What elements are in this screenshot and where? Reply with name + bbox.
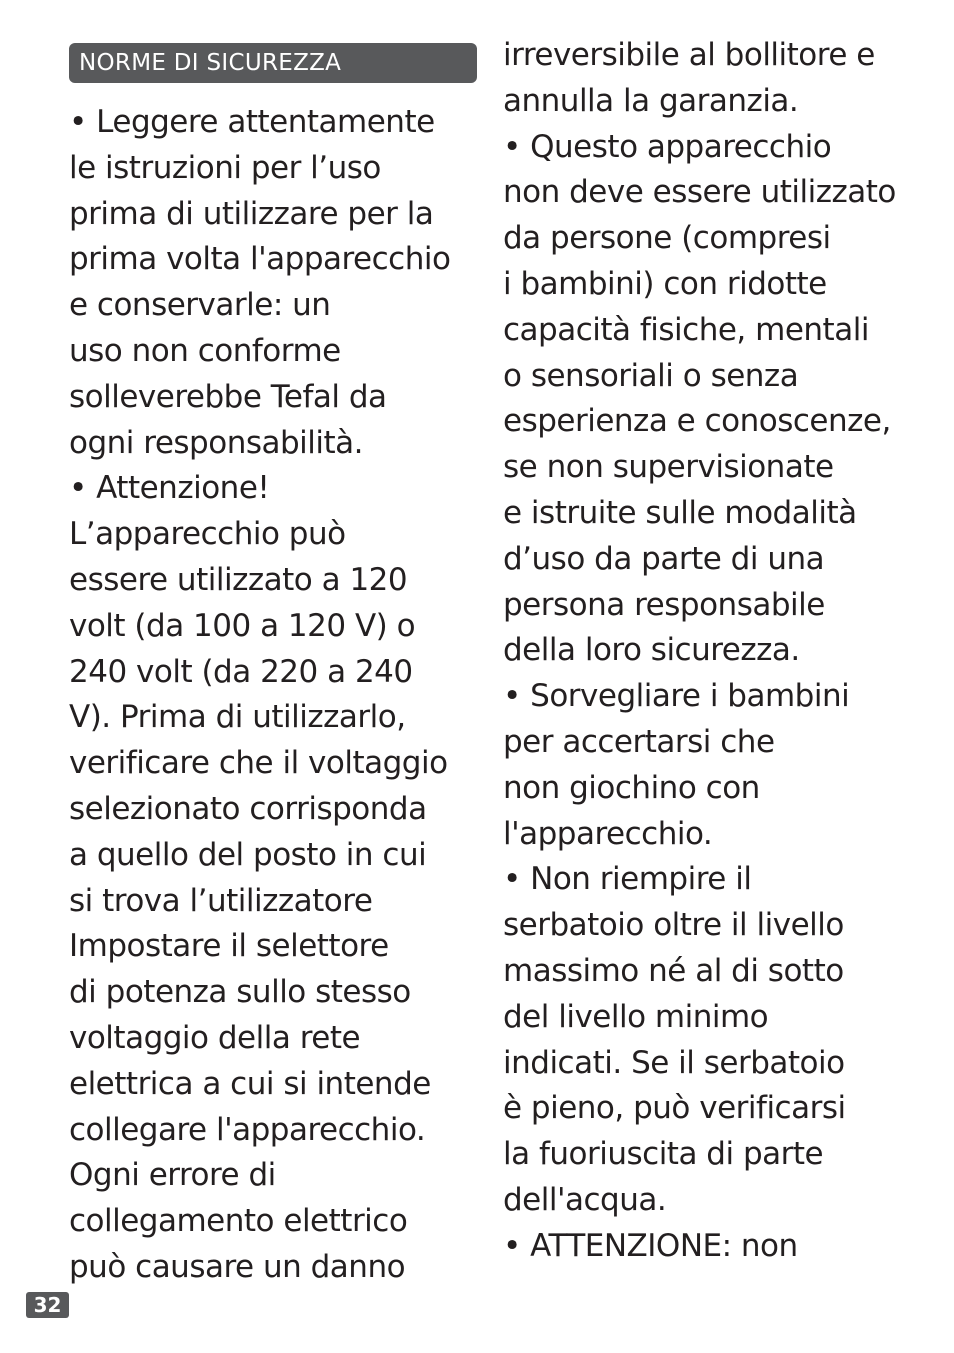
text-line: • Leggere attentamente <box>69 104 435 140</box>
text-line: a quello del posto in cui <box>69 836 427 873</box>
text-line: voltaggio della rete <box>69 1019 361 1056</box>
text-line: uso non conforme <box>69 332 341 369</box>
text-line: • ATTENZIONE: non <box>503 1227 798 1264</box>
text-line: e conservarle: un <box>69 287 331 324</box>
text-line: serbatoio oltre il livello <box>503 907 844 944</box>
text-line: da persone (compresi <box>503 220 831 257</box>
text-line: Ogni errore di <box>69 1157 276 1194</box>
text-line: per accertarsi che <box>503 723 775 760</box>
text-line: del livello minimo <box>503 998 769 1035</box>
text-line: le istruzioni per l’uso <box>69 149 381 186</box>
text-line: esperienza e conoscenze, <box>503 403 891 440</box>
text-line: persona responsabile <box>503 586 825 623</box>
text-line: prima volta l'apparecchio <box>69 241 451 278</box>
text-line: 240 volt (da 220 a 240 <box>69 653 413 690</box>
text-line: si trova l’utilizzatore <box>69 882 373 919</box>
text-line: l'apparecchio. <box>503 815 713 852</box>
section-header-bar <box>69 43 477 83</box>
text-line: è pieno, può verificarsi <box>503 1090 846 1127</box>
section-title: NORME DI SICUREZZA <box>79 50 342 76</box>
text-line: • Sorvegliare i bambini <box>503 678 850 715</box>
text-line: volt (da 100 a 120 V) o <box>69 607 416 644</box>
text-line: verificare che il voltaggio <box>69 745 448 782</box>
text-line: indicati. Se il serbatoio <box>503 1044 845 1081</box>
text-line: annulla la garanzia. <box>503 82 799 119</box>
text-line: della loro sicurezza. <box>503 632 800 669</box>
text-line: non deve essere utilizzato <box>503 174 896 211</box>
text-line: L’apparecchio può <box>69 516 346 553</box>
right-text-column <box>503 33 923 1270</box>
text-line: di potenza sullo stesso <box>69 974 411 1011</box>
text-line: i bambini) con ridotte <box>503 265 827 302</box>
text-line: o sensoriali o senza <box>503 357 799 394</box>
text-line: se non supervisionate <box>503 449 834 486</box>
text-line: e istruite sulle modalità <box>503 494 857 531</box>
text-line: Impostare il selettore <box>69 928 389 965</box>
text-line: selezionato corrisponda <box>69 790 427 827</box>
text-line: • Non riempire il <box>503 861 752 898</box>
text-line: la fuoriuscita di parte <box>503 1136 824 1173</box>
text-line: • Questo apparecchio <box>503 128 832 165</box>
text-line: prima di utilizzare per la <box>69 195 434 232</box>
page-number: 32 <box>26 1292 69 1318</box>
text-line: V). Prima di utilizzarlo, <box>69 699 406 736</box>
text-line: dell'acqua. <box>503 1181 667 1218</box>
text-line: collegamento elettrico <box>69 1203 408 1240</box>
text-line: collegare l'apparecchio. <box>69 1111 426 1148</box>
text-line: essere utilizzato a 120 <box>69 561 408 598</box>
text-line: massimo né al di sotto <box>503 952 844 989</box>
text-line: ogni responsabilità. <box>69 424 364 461</box>
text-line: non giochino con <box>503 769 760 806</box>
text-line: solleverebbe Tefal da <box>69 378 387 415</box>
text-line: d’uso da parte di una <box>503 540 825 577</box>
text-line: capacità fisiche, mentali <box>503 311 869 348</box>
left-text-column <box>69 100 484 1291</box>
text-line: può causare un danno <box>69 1248 406 1285</box>
text-line: • Attenzione! <box>69 470 270 507</box>
text-line: elettrica a cui si intende <box>69 1065 431 1102</box>
text-line: irreversibile al bollitore e <box>503 37 875 73</box>
